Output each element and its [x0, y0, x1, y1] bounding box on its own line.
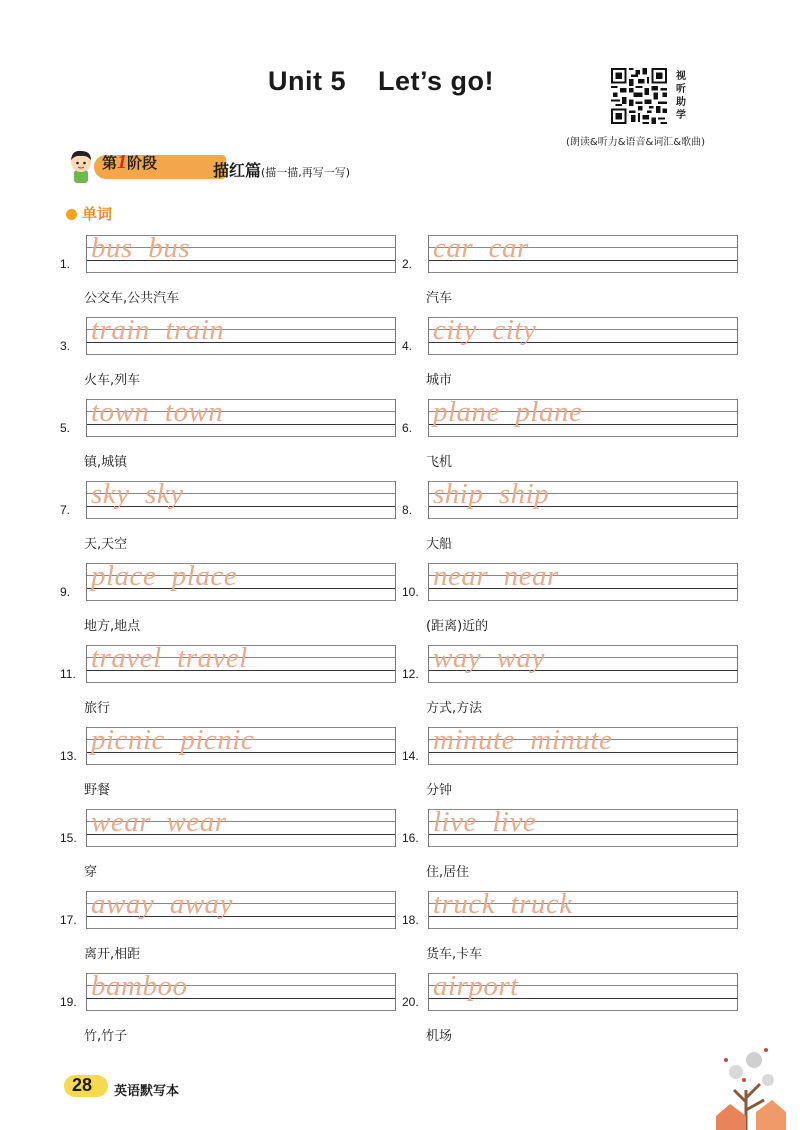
item-number: 6. [402, 421, 413, 435]
writing-lines[interactable] [428, 478, 738, 519]
item-number: 5. [60, 421, 71, 435]
word-meaning: 货车,卡车 [426, 947, 483, 962]
writing-lines[interactable] [428, 888, 738, 929]
item-number: 15. [60, 831, 77, 845]
vocab-item [60, 888, 416, 962]
vocab-item [60, 806, 416, 880]
word-meaning: 大船 [426, 537, 453, 552]
writing-lines[interactable] [86, 724, 396, 765]
stage-title: 第1阶段 [102, 151, 158, 173]
writing-lines[interactable] [428, 560, 738, 601]
vocab-item [402, 314, 758, 388]
item-number: 3. [60, 339, 71, 353]
vocab-item [60, 478, 416, 552]
vocab-item [60, 642, 416, 716]
trace-word: truck truck [433, 888, 573, 920]
vocab-item [60, 232, 416, 306]
word-meaning: 方式,方法 [426, 701, 483, 716]
item-number: 9. [60, 585, 71, 599]
item-number: 8. [402, 503, 413, 517]
writing-lines[interactable] [428, 806, 738, 847]
writing-lines[interactable] [86, 396, 396, 437]
book-title: 英语默写本 [114, 1084, 180, 1099]
vocab-item [402, 478, 758, 552]
vocab-item [402, 970, 758, 1044]
item-number: 11. [60, 667, 76, 681]
item-number: 7. [60, 503, 71, 517]
trace-word: city city [433, 314, 537, 346]
writing-lines[interactable] [428, 232, 738, 273]
item-number: 12. [402, 667, 419, 681]
word-meaning: 飞机 [426, 455, 453, 470]
writing-lines[interactable] [428, 396, 738, 437]
item-number: 17. [60, 913, 77, 927]
item-number: 13. [60, 749, 77, 763]
trace-word: wear wear [91, 806, 227, 838]
writing-lines[interactable] [86, 478, 396, 519]
trace-word: bamboo [91, 970, 188, 1002]
section-heading: 单词 [66, 203, 112, 224]
trace-word: place place [91, 560, 238, 592]
word-meaning: 住,居住 [426, 865, 470, 880]
snowy-tree-icon [716, 1020, 786, 1130]
writing-lines[interactable] [428, 314, 738, 355]
vocab-item [402, 232, 758, 306]
writing-lines[interactable] [86, 806, 396, 847]
vocab-item [402, 806, 758, 880]
writing-lines[interactable] [86, 560, 396, 601]
item-number: 1. [60, 257, 71, 271]
trace-word: live live [433, 806, 537, 838]
trace-word: town town [91, 396, 224, 428]
unit-label: Unit 5 [268, 66, 347, 96]
page-number: 28 [72, 1075, 93, 1095]
vocab-item [60, 724, 416, 798]
word-meaning: 野餐 [84, 783, 111, 798]
trace-word: travel travel [91, 642, 248, 674]
item-number: 2. [402, 257, 413, 271]
item-number: 18. [402, 913, 419, 927]
trace-word: minute minute [433, 724, 613, 756]
word-meaning: 天,天空 [84, 537, 128, 552]
item-number: 16. [402, 831, 419, 845]
qr-side-text: 视听助学 [676, 71, 686, 121]
writing-lines[interactable] [428, 642, 738, 683]
stage-number: 1 [117, 151, 128, 173]
vocab-item [402, 396, 758, 470]
word-meaning: 镇,城镇 [84, 455, 128, 470]
trace-word: bus bus [91, 232, 191, 264]
vocab-item [60, 314, 416, 388]
word-meaning: 火车,列车 [84, 373, 141, 388]
item-number: 4. [402, 339, 413, 353]
trace-word: car car [433, 232, 529, 264]
qr-code[interactable] [611, 68, 667, 124]
word-meaning: 离开,相距 [84, 947, 141, 962]
writing-lines[interactable] [428, 724, 738, 765]
unit-title: Let’s go! [378, 66, 495, 96]
bullet-dot-icon [66, 209, 77, 220]
item-number: 19. [60, 995, 77, 1009]
vocab-item [60, 396, 416, 470]
item-number: 20. [402, 995, 419, 1009]
vocab-item [402, 560, 758, 634]
trace-word: train train [91, 314, 225, 346]
trace-word: airport [433, 970, 519, 1002]
writing-lines[interactable] [86, 314, 396, 355]
vocab-item [402, 724, 758, 798]
trace-word: sky sky [91, 478, 184, 510]
word-meaning: 竹,竹子 [84, 1029, 128, 1044]
trace-word: near near [433, 560, 559, 592]
word-meaning: 汽车 [426, 291, 453, 306]
word-meaning: 公交车,公共汽车 [84, 291, 180, 306]
word-meaning: 旅行 [84, 701, 111, 716]
trace-word: picnic picnic [91, 724, 255, 756]
writing-lines[interactable] [428, 970, 738, 1011]
stage-name: 描红篇(描一描,再写一写) [213, 161, 351, 180]
trace-word: ship ship [433, 478, 550, 510]
word-meaning: (距离)近的 [426, 619, 489, 634]
writing-lines[interactable] [86, 642, 396, 683]
word-meaning: 穿 [84, 865, 98, 880]
word-meaning: 分钟 [426, 783, 453, 798]
vocab-item [60, 970, 416, 1044]
item-number: 10. [402, 585, 419, 599]
word-meaning: 城市 [426, 373, 453, 388]
stage-note: (描一描,再写一写) [261, 166, 351, 179]
vocab-item [402, 888, 758, 962]
item-number: 14. [402, 749, 419, 763]
writing-lines[interactable] [86, 888, 396, 929]
qr-caption: (朗读&听力&语音&词汇&歌曲) [566, 137, 705, 148]
word-meaning: 地方,地点 [84, 619, 141, 634]
boy-mascot-icon [66, 148, 96, 184]
vocab-item [60, 560, 416, 634]
trace-word: plane plane [433, 396, 583, 428]
trace-word: away away [91, 888, 233, 920]
trace-word: way way [433, 642, 545, 674]
vocab-item [402, 642, 758, 716]
word-meaning: 机场 [426, 1029, 453, 1044]
writing-lines[interactable] [86, 232, 396, 273]
page-title [268, 66, 494, 97]
writing-lines[interactable] [86, 970, 396, 1011]
stage-header [66, 148, 406, 188]
